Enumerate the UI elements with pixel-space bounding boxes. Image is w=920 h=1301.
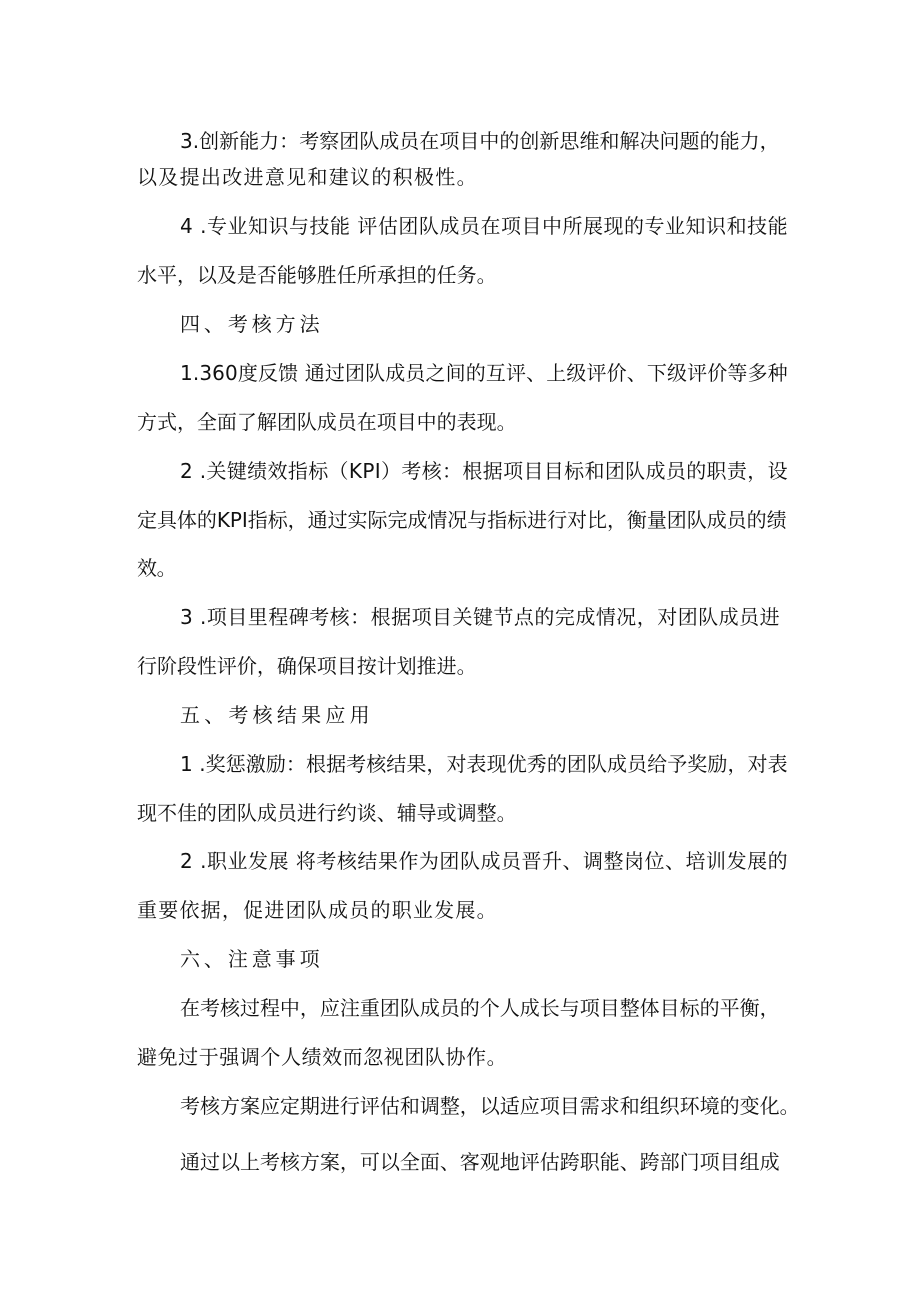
- text-line: 考核方案应定期进行评估和调整，以适应项目需求和组织环境的变化。: [180, 1094, 800, 1118]
- text-line: 2 .关键绩效指标（KPI）考核：根据项目目标和团队成员的职责，设: [180, 459, 788, 483]
- text-line: 效。: [137, 556, 177, 580]
- text-line: 1.360度反馈 通过团队成员之间的互评、上级评价、下级评价等多种: [180, 361, 788, 385]
- section-heading: 五、考核结果应用: [180, 703, 374, 727]
- text-line: 重要依据，促进团队成员的职业发展。: [137, 898, 498, 922]
- text-line: 3 .项目里程碑考核：根据项目关键节点的完成情况，对团队成员进: [180, 605, 781, 629]
- text-line: 4 .专业知识与技能 评估团队成员在项目中所展现的专业知识和技能: [180, 214, 789, 238]
- text-line: 2 .职业发展 将考核结果作为团队成员晋升、调整岗位、培训发展的: [180, 849, 789, 873]
- text-line: 方式，全面了解团队成员在项目中的表现。: [137, 410, 517, 434]
- text-line: 1 .奖惩激励：根据考核结果，对表现优秀的团队成员给予奖励，对表: [180, 752, 788, 776]
- text-line: 避免过于强调个人绩效而忽视团队协作。: [137, 1045, 508, 1069]
- text-line: 以及提出改进意见和建议的积极性。: [137, 165, 478, 189]
- text-line: 现不佳的团队成员进行约谈、辅导或调整。: [137, 801, 517, 825]
- text-line: 水平，以及是否能够胜任所承担的任务。: [137, 263, 497, 287]
- section-heading: 六、注意事项: [180, 947, 324, 971]
- section-heading: 四、考核方法: [180, 312, 324, 336]
- text-line: 定具体的KPI指标，通过实际完成情况与指标进行对比，衡量团队成员的绩: [137, 508, 787, 532]
- text-line: 通过以上考核方案，可以全面、客观地评估跨职能、跨部门项目组成: [180, 1150, 780, 1174]
- text-line: 3.创新能力：考察团队成员在项目中的创新思维和解决问题的能力，: [180, 129, 780, 153]
- text-line: 行阶段性评价，确保项目按计划推进。: [137, 654, 477, 678]
- text-line: 在考核过程中，应注重团队成员的个人成长与项目整体目标的平衡，: [180, 996, 780, 1020]
